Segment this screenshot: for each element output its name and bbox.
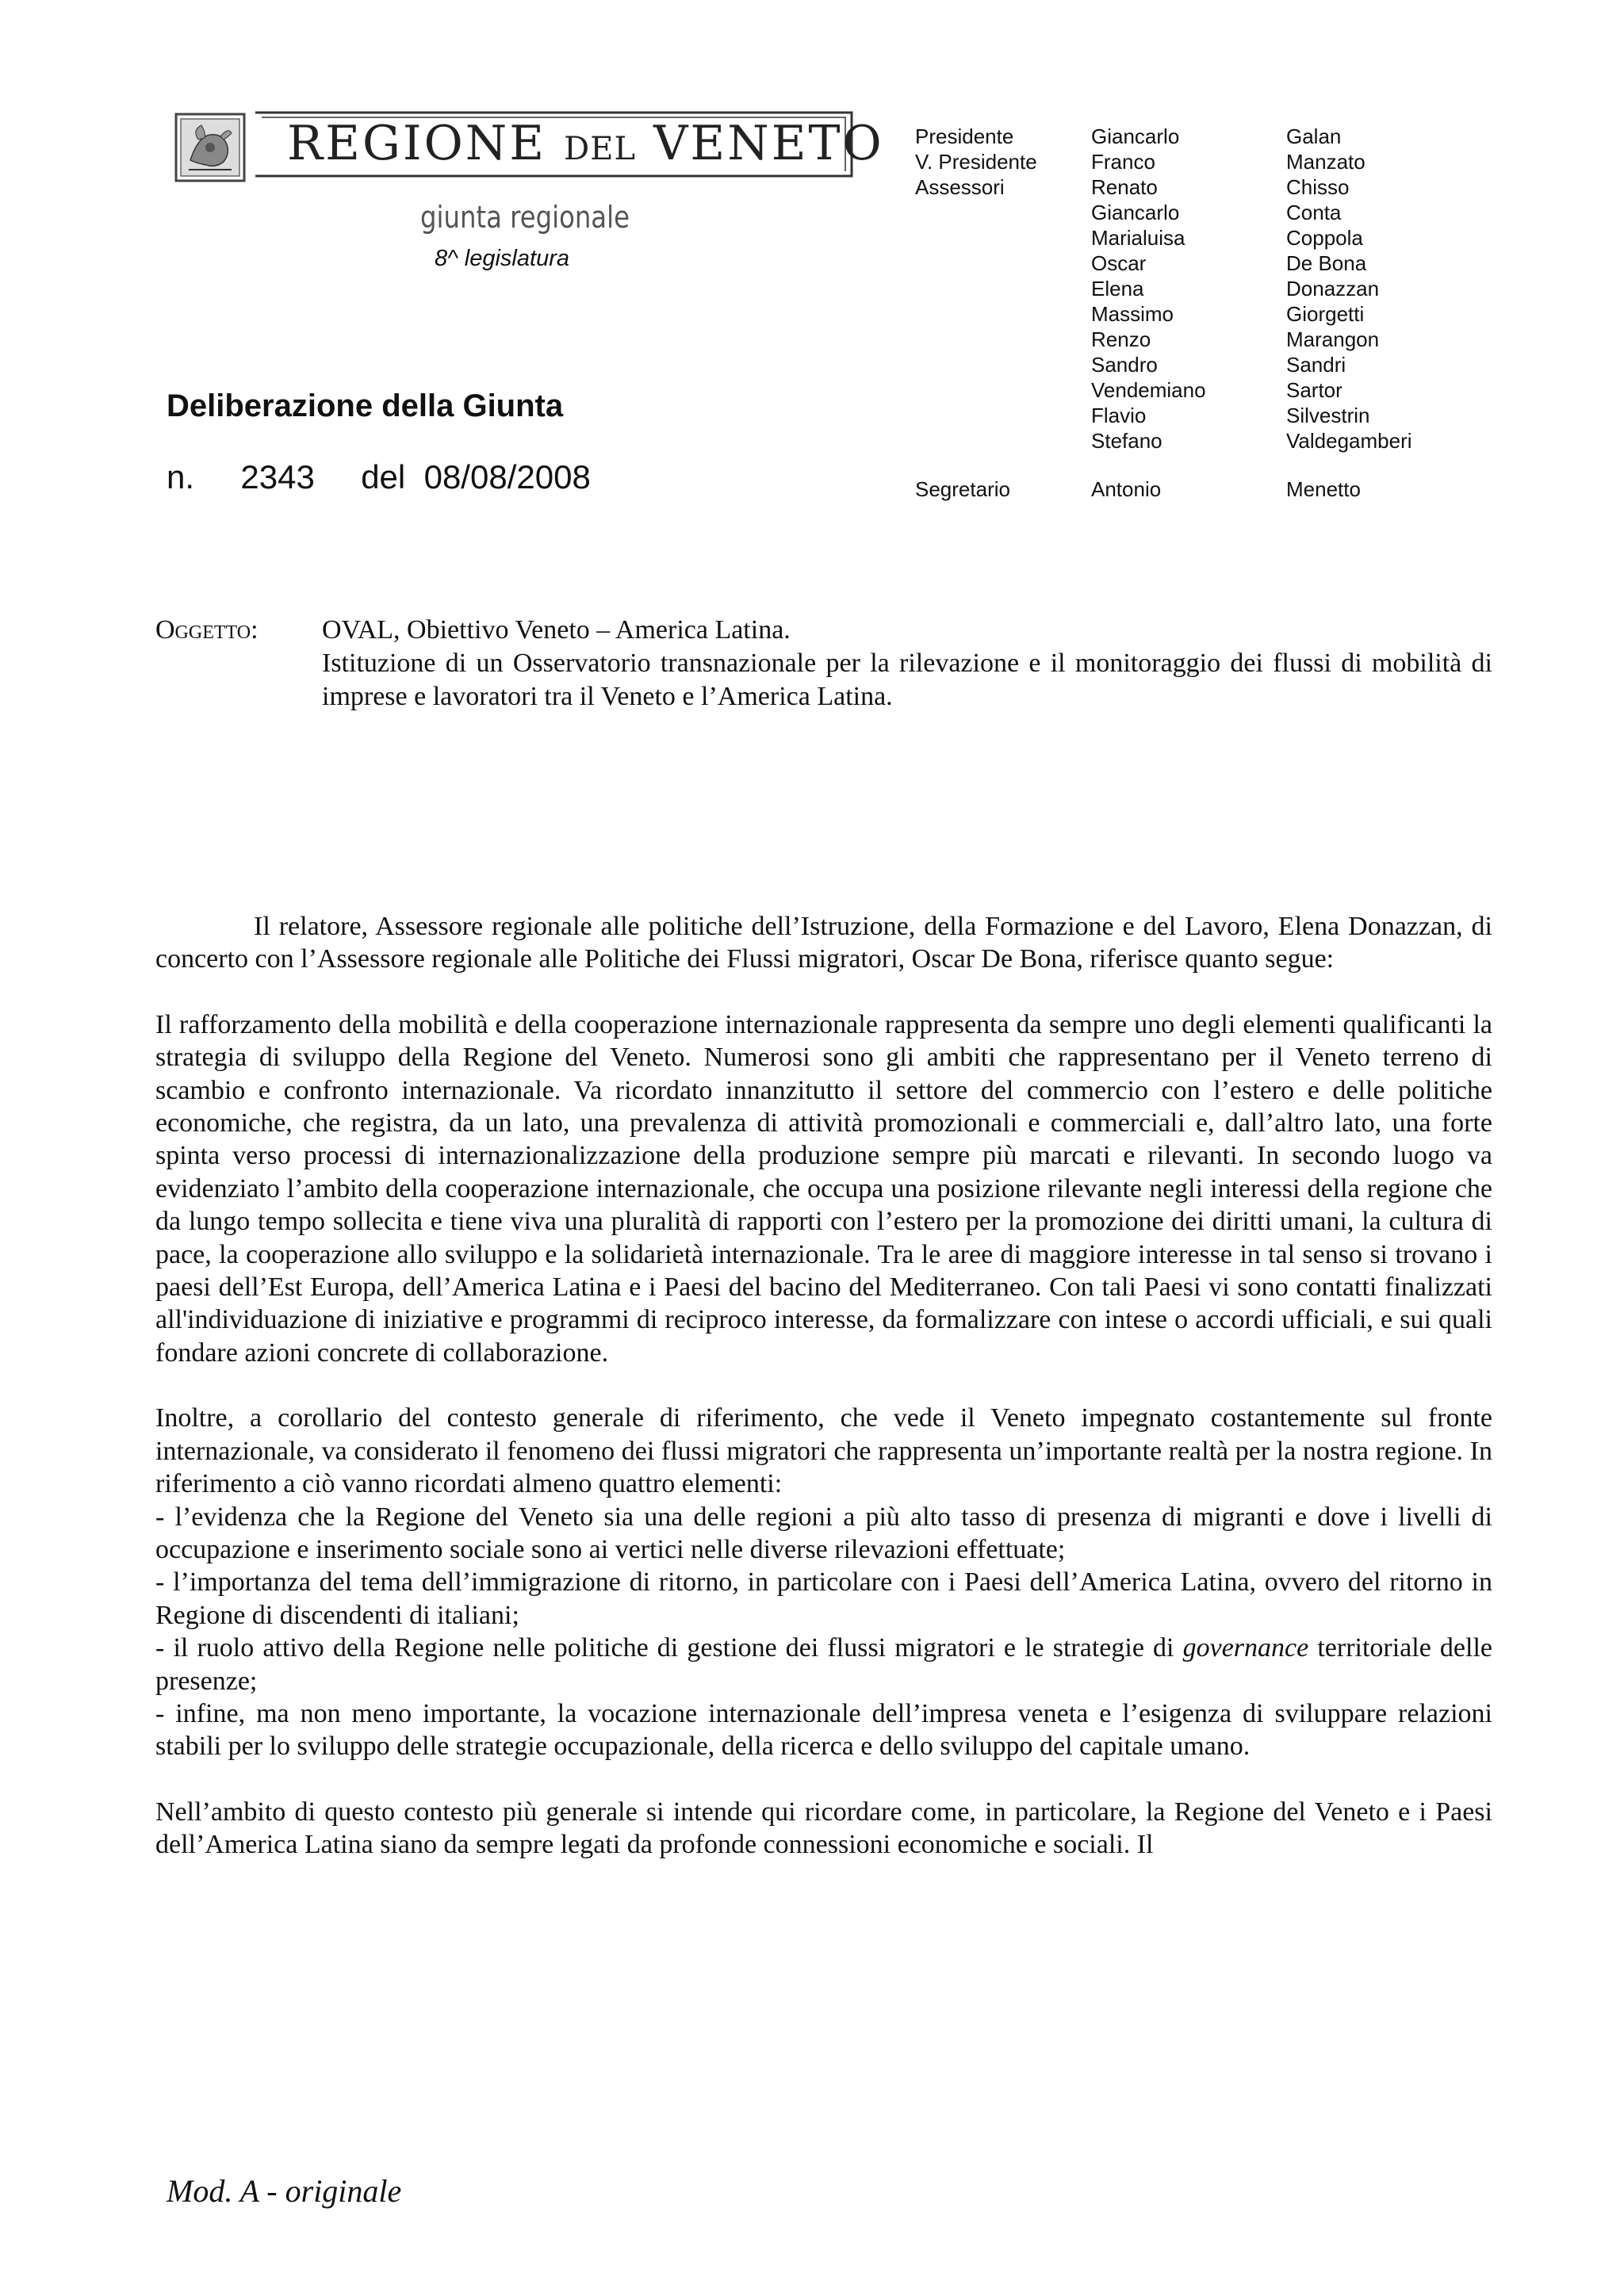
legislatura-label: 8^ legislatura bbox=[435, 246, 569, 271]
form-footer: Mod. A - originale bbox=[167, 2173, 402, 2209]
region-logo bbox=[170, 106, 884, 187]
paragraph-with-list bbox=[155, 1402, 1492, 1762]
list-item: - l’evidenza che la Regione del Veneto sia una delle regioni a più alto tasso di presenza di migranti e dove i livelli di occupazione e inserimento sociale sono ai vertici nelle diverse rilevazioni effettuate; bbox=[155, 1502, 1492, 1564]
member-last-name: De Bona bbox=[1286, 251, 1367, 275]
member-last-name: Silvestrin bbox=[1286, 404, 1370, 427]
list-item-text: territoriale delle presenze; bbox=[155, 1633, 1493, 1696]
intro-paragraph: Il relatore, Assessore regionale alle politiche dell’Istruzione, della Formazione e del Lavoro, Elena Donazzan, di concerto con l’Assessore regionale alle Politiche dei Flussi migratori, Oscar De Bona, riferisce quanto segue: bbox=[155, 912, 1492, 974]
member-first-name: Elena bbox=[1091, 277, 1144, 300]
list-item: - infine, ma non meno importante, la vocazione internazionale dell’impresa veneta e l’esigenza di sviluppare relazioni stabili per lo sviluppo delle strategie occupazionale, della ricerca e dello sviluppo del capitale umano. bbox=[155, 1698, 1492, 1762]
member-last-name: Chisso bbox=[1286, 175, 1350, 199]
member-last-name: Coppola bbox=[1286, 226, 1363, 250]
deliberation-number-line bbox=[167, 458, 591, 496]
member-first-name: Massimo bbox=[1091, 302, 1174, 326]
giunta-regionale-label: giunta regionale bbox=[420, 200, 630, 235]
member-role: V. Presidente bbox=[915, 150, 1037, 174]
deliberation-number: 2343 bbox=[240, 458, 315, 496]
member-last-name: Manzato bbox=[1286, 150, 1365, 174]
member-first-name: Stefano bbox=[1091, 429, 1162, 453]
member-role: Presidente bbox=[915, 124, 1014, 148]
member-first-name: Vendemiano bbox=[1091, 378, 1206, 402]
member-last-name: Giorgetti bbox=[1286, 302, 1365, 326]
secretary-role: Segretario bbox=[915, 477, 1010, 501]
list-item-text: - il ruolo attivo della Regione nelle politiche di gestione dei flussi migratori e le strategie di bbox=[155, 1633, 1174, 1663]
member-last-name: Sartor bbox=[1286, 378, 1342, 402]
secretary-last-name: Menetto bbox=[1286, 477, 1361, 501]
date-label: del bbox=[361, 458, 406, 496]
member-last-name: Donazzan bbox=[1286, 277, 1380, 300]
list-item bbox=[155, 1632, 1492, 1697]
deliberation-date: 08/08/2008 bbox=[423, 458, 591, 496]
logo-wordmark: REGIONE DEL VENETO bbox=[287, 116, 884, 171]
member-first-name: Renzo bbox=[1091, 327, 1151, 351]
member-last-name: Conta bbox=[1286, 201, 1342, 224]
member-last-name: Marangon bbox=[1286, 327, 1380, 351]
member-first-name: Oscar bbox=[1091, 251, 1147, 275]
member-last-name: Galan bbox=[1286, 124, 1342, 148]
secretary-row bbox=[915, 477, 1549, 503]
oggetto-title: OVAL, Obiettivo Veneto – America Latina. bbox=[322, 615, 791, 645]
member-first-name: Giancarlo bbox=[1091, 124, 1180, 148]
member-first-name: Giancarlo bbox=[1091, 201, 1180, 224]
secretary-first-name: Antonio bbox=[1091, 477, 1162, 501]
paragraph: Nell’ambito di questo contesto più generale si intende qui ricordare come, in particolare, la Regione del Veneto e i Paesi dell’America Latina siano da sempre legati da profonde connessioni economiche e sociali. Il bbox=[155, 1797, 1492, 1860]
member-last-name: Sandri bbox=[1286, 353, 1346, 377]
number-label: n. bbox=[167, 458, 195, 496]
lion-of-saint-mark-icon bbox=[174, 113, 246, 182]
paragraph-text: Inoltre, a corollario del contesto generale di riferimento, che vede il Veneto impegnato costantemente sul fronte internazionale, va considerato il fenomeno dei flussi migratori che rappresenta un’importante realtà per la nostra regione. In riferimento a ciò vanno ricordati almeno quattro elementi: bbox=[155, 1403, 1492, 1499]
member-last-name: Valdegamberi bbox=[1286, 429, 1412, 453]
paragraph: Il rafforzamento della mobilità e della cooperazione internazionale rappresenta da sempre uno degli elementi qualificanti la strategia di sviluppo della Regione del Veneto. Numerosi sono gli ambiti che rappresentano per il Veneto terreno di scambio e confronto internazionale. Va ricordato innanzitutto il settore del commercio con l’estero e delle politiche economiche, che registra, da un lato, una prevalenza di attività promozionali e commerciali e, dall’altro lato, una forte spinta verso processi di internazionalizzazione della produzione sempre più marcati e rilevanti. In secondo luogo va evidenziato l’ambito della cooperazione internazionale, che occupa una posizione rilevante negli interessi della regione che da lungo tempo sollecita e tiene viva una pluralità di rapporti con l’estero per la promozione dei diritti umani, la cultura di pace, la cooperazione allo sviluppo e la solidarietà internazionale. Tra le aree di maggiore interesse in tal senso si trovano i paesi dell’Est Europa, dell’America Latina e i Paesi del bacino del Mediterraneo. Con tali Paesi vi sono contatti finalizzati all'individuazione di iniziative e programmi di reciproco interesse, da formalizzare con intese o accordi ufficiali, e sui quali fondare azioni concrete di collaborazione. bbox=[155, 1009, 1492, 1368]
member-first-name: Renato bbox=[1091, 175, 1158, 199]
member-first-name: Marialuisa bbox=[1091, 226, 1185, 250]
oggetto-description: Istituzione di un Osservatorio transnazionale per la rilevazione e il monitoraggio dei flussi di mobilità di imprese e lavoratori tra il Veneto e l’America Latina. bbox=[322, 649, 1492, 711]
oggetto-label: Oggetto: bbox=[155, 615, 259, 645]
member-role: Assessori bbox=[915, 175, 1005, 199]
list-item: - l’importanza del tema dell’immigrazione di ritorno, in particolare con i Paesi dell’America Latina, ovvero del ritorno in Regione di discendenti di italiani; bbox=[155, 1567, 1492, 1630]
emphasis: governance bbox=[1182, 1633, 1309, 1663]
deliberation-title: Deliberazione della Giunta bbox=[167, 388, 564, 423]
member-first-name: Sandro bbox=[1091, 353, 1158, 377]
oggetto-text bbox=[322, 614, 1492, 714]
member-first-name: Flavio bbox=[1091, 404, 1147, 427]
member-first-name: Franco bbox=[1091, 150, 1155, 174]
document-body bbox=[155, 910, 1492, 1894]
